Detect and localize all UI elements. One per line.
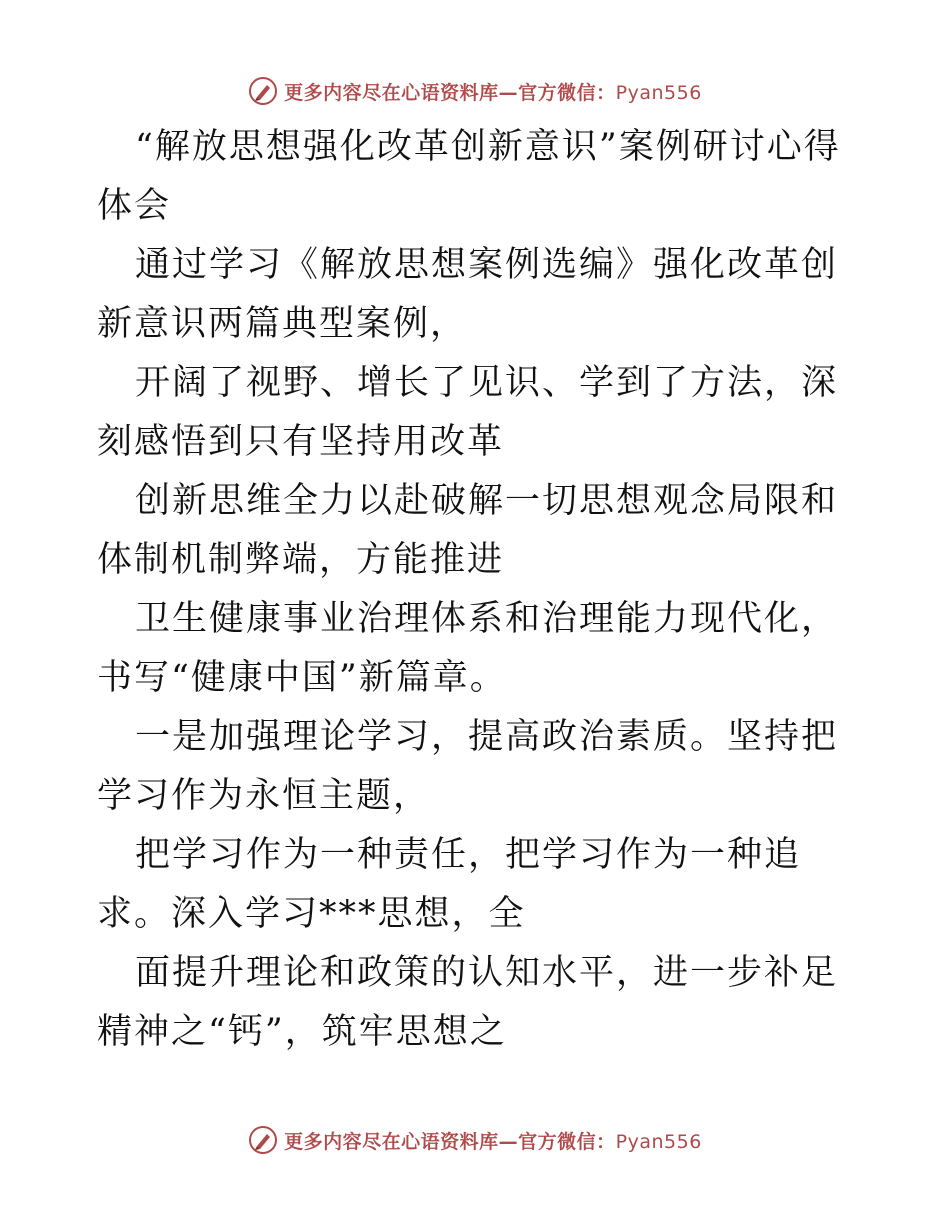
- paragraph: 卫生健康事业治理体系和治理能力现代化，书写“健康中国”新篇章。: [97, 599, 839, 698]
- document-body: [97, 118, 857, 1062]
- paragraph: 一是加强理论学习，提高政治素质。坚持把学习作为永恒主题，: [97, 717, 839, 816]
- pen-logo-icon: [248, 76, 278, 106]
- header-banner: [0, 71, 950, 111]
- paragraph: 开阔了视野、增长了见识、学到了方法，深刻感悟到只有坚持用改革: [97, 363, 839, 462]
- header-promo-text: [284, 78, 702, 105]
- paragraph: 创新思维全力以赴破解一切思想观念局限和体制机制弊端，方能推进: [97, 481, 839, 580]
- paragraph: 面提升理论和政策的认知水平，进一步补足精神之“钙”，筑牢思想之: [97, 953, 839, 1052]
- paragraph: 把学习作为一种责任，把学习作为一种追求。深入学习***思想，全: [97, 835, 802, 934]
- footer-promo-text: [284, 1127, 702, 1154]
- pen-logo-icon: [248, 1125, 278, 1155]
- footer-banner: [0, 1120, 950, 1160]
- header-promo-label: 更多内容尽在心语资料库—官方微信：: [284, 81, 616, 104]
- paragraph: 通过学习《解放思想案例选编》强化改革创新意识两篇典型案例，: [97, 245, 839, 344]
- footer-promo-label: 更多内容尽在心语资料库—官方微信：: [284, 1130, 616, 1153]
- footer-wechat-handle: Pyan556: [615, 1130, 702, 1153]
- header-wechat-handle: Pyan556: [615, 81, 702, 104]
- document-title: “解放思想强化改革创新意识”案例研讨心得体会: [97, 127, 841, 226]
